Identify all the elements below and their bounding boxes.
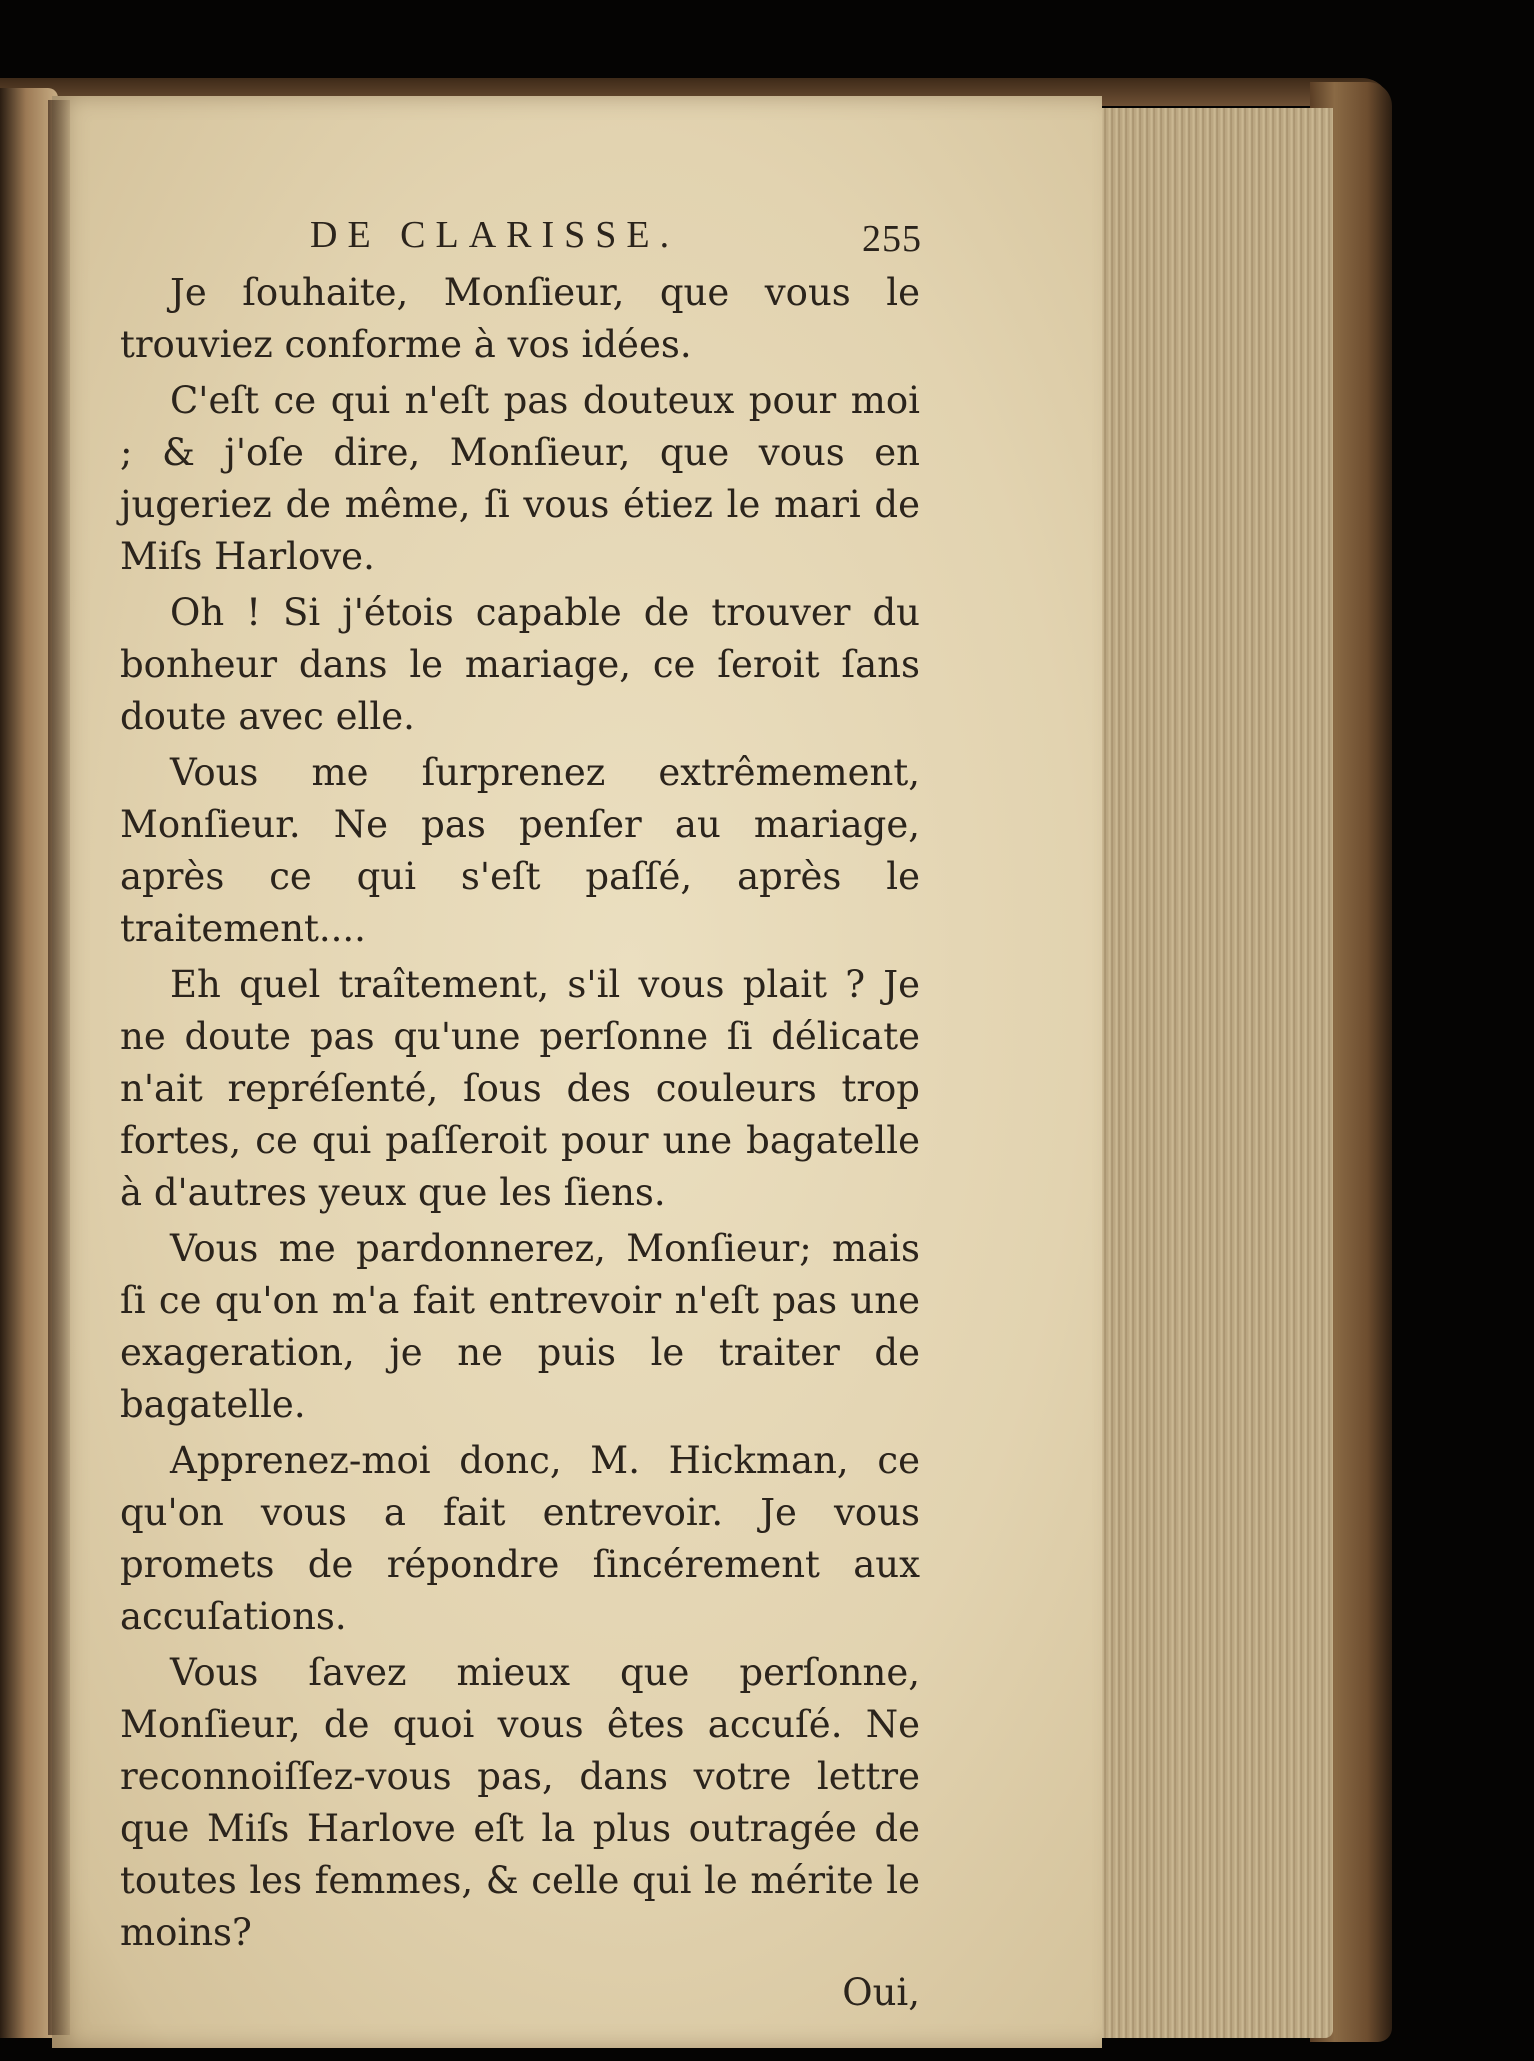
page-text-block — [120, 205, 920, 2019]
paragraph-6: Vous me pardonnerez, Monſieur; mais ſi ce qu'on m'a fait entrevoir n'eſt pas une exageration, je ne puis le traiter de bagatelle. — [120, 1227, 920, 1426]
page-number: 255 — [862, 218, 922, 260]
paragraph-4: Vous me ſurprenez extrêmement, Monſieur. Ne pas penſer au mariage, après ce qui s'eſt paſſé, après le traitement.... — [120, 751, 920, 950]
binding-gutter — [48, 100, 70, 2035]
paragraph-1: Je ſouhaite, Monſieur, que vous le trouviez conforme à vos idées. — [120, 271, 920, 366]
running-head-title: DE CLARISSE. — [310, 214, 680, 256]
paragraph-2: C'eſt ce qui n'eſt pas douteux pour moi ; & j'oſe dire, Monſieur, que vous en jugeriez de même, ſi vous étiez le mari de Miſs Harlove. — [120, 379, 920, 578]
paragraph-5: Eh quel traîtement, s'il vous plait ? Je ne doute pas qu'une perſonne ſi délicate n'ait repréſenté, ſous des couleurs trop fortes, ce qui paſſeroit pour une bagatelle à d'autres yeux que les ſiens. — [120, 963, 920, 1214]
page-block-edges — [1090, 108, 1333, 2038]
paragraph-3: Oh ! Si j'étois capable de trouver du bonheur dans le mariage, ce ſeroit ſans doute avec elle. — [120, 591, 920, 738]
catchword: Oui, — [842, 1971, 920, 2014]
paragraph-7: Apprenez-moi donc, M. Hickman, ce qu'on vous a fait entrevoir. Je vous promets de répondre ſincérement aux accuſations. — [120, 1439, 920, 1638]
running-head — [120, 205, 920, 267]
paragraph-8: Vous ſavez mieux que perſonne, Monſieur, de quoi vous êtes accuſé. Ne reconnoiſſez-vous pas, dans votre lettre que Miſs Harlove eſt la plus outragée de toutes les femmes, & celle qui le mérite le moins? — [120, 1651, 920, 1954]
